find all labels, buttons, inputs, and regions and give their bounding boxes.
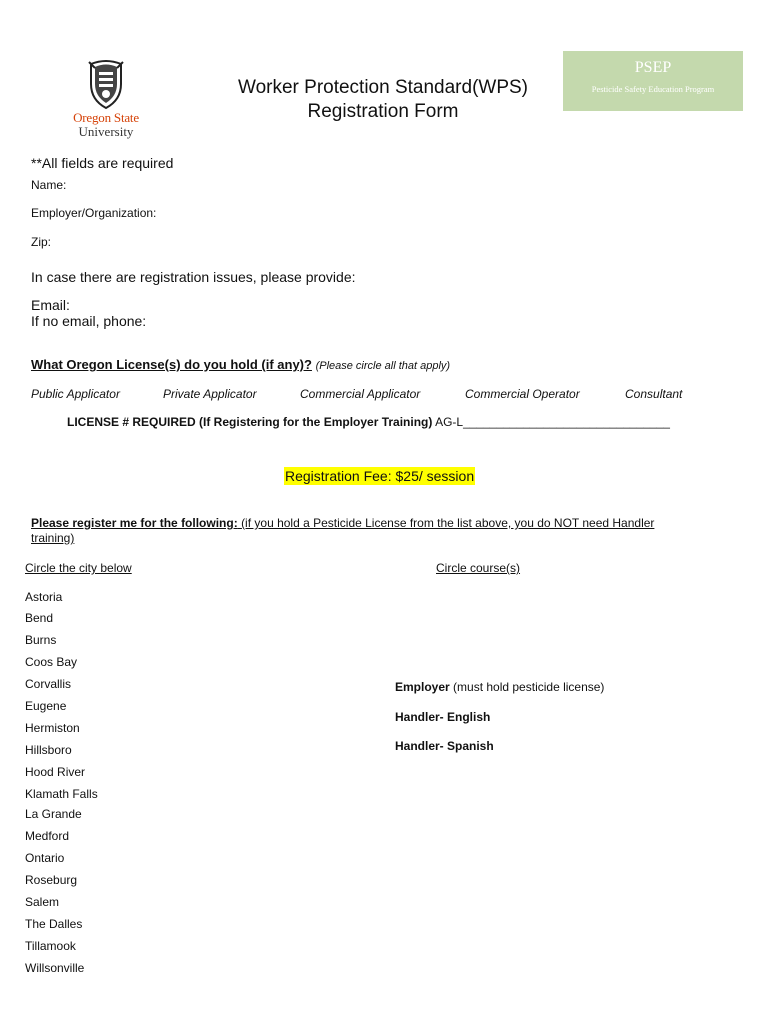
city-heading: Circle the city below — [25, 561, 132, 575]
license-question — [31, 357, 450, 372]
city-astoria[interactable]: Astoria — [25, 590, 63, 604]
course-handler-english-label: Handler- English — [395, 710, 491, 724]
form-title — [200, 76, 566, 124]
city-salem[interactable]: Salem — [25, 895, 60, 909]
city-roseburg[interactable]: Roseburg — [25, 873, 78, 887]
register-instructions — [31, 516, 701, 546]
osu-logo-line2: University — [78, 124, 134, 139]
city-willsonville[interactable]: Willsonville — [25, 961, 85, 975]
course-handler-spanish-label: Handler- Spanish — [395, 739, 494, 753]
license-type-public[interactable]: Public Applicator — [31, 387, 120, 401]
city-ontario[interactable]: Ontario — [25, 851, 65, 865]
license-number-field[interactable]: AG-L_______________________________ — [435, 415, 670, 429]
city-la-grande[interactable]: La Grande — [25, 807, 82, 821]
city-tillamook[interactable]: Tillamook — [25, 939, 76, 953]
city-hermiston[interactable]: Hermiston — [25, 721, 80, 735]
license-number-required — [67, 415, 670, 429]
form-title-line2: Registration Form — [307, 101, 459, 122]
license-type-private[interactable]: Private Applicator — [163, 387, 257, 401]
license-number-label: LICENSE # REQUIRED (If Registering for the Employer Training) — [67, 415, 433, 429]
city-bend[interactable]: Bend — [25, 611, 54, 625]
course-handler-english[interactable] — [395, 710, 490, 724]
course-handler-spanish[interactable] — [395, 739, 494, 753]
email-label: Email: — [31, 297, 70, 313]
phone-label: If no email, phone: — [31, 313, 147, 329]
license-type-commercial-operator[interactable]: Commercial Operator — [465, 387, 580, 401]
registration-fee: Registration Fee: $25/ session — [285, 468, 475, 484]
osu-shield-icon — [85, 58, 127, 110]
city-medford[interactable]: Medford — [25, 829, 70, 843]
employer-label: Employer/Organization: — [31, 206, 157, 220]
license-question-text: What Oregon License(s) do you hold (if any)? — [31, 357, 312, 372]
psep-subtitle: Pesticide Safety Education Program — [591, 84, 715, 94]
city-klamath-falls[interactable]: Klamath Falls — [25, 787, 98, 801]
osu-logo — [60, 58, 152, 142]
name-label: Name: — [31, 178, 67, 192]
course-employer-note: (must hold pesticide license) — [453, 680, 605, 694]
license-question-note: (Please circle all that apply) — [315, 360, 451, 372]
course-employer-name: Employer — [395, 680, 450, 694]
form-title-line1: Worker Protection Standard(WPS) — [237, 77, 529, 98]
course-heading: Circle course(s) — [436, 561, 521, 575]
city-hillsboro[interactable]: Hillsboro — [25, 743, 72, 757]
register-label: Please register me for the following: — [31, 516, 238, 530]
psep-logo — [563, 51, 743, 111]
city-burns[interactable]: Burns — [25, 633, 57, 647]
psep-title: PSEP — [634, 59, 672, 76]
course-employer[interactable] — [395, 680, 604, 694]
issues-text: In case there are registration issues, please provide: — [31, 269, 356, 285]
license-type-consultant[interactable]: Consultant — [625, 387, 683, 401]
register-note: (if you hold a Pesticide License from the list above, you do NOT need Handler training) — [31, 516, 655, 545]
city-coos-bay[interactable]: Coos Bay — [25, 655, 78, 669]
zip-label: Zip: — [31, 235, 52, 249]
required-note: **All fields are required — [31, 155, 174, 171]
license-type-commercial-applicator[interactable]: Commercial Applicator — [300, 387, 421, 401]
city-corvallis[interactable]: Corvallis — [25, 677, 72, 691]
city-eugene[interactable]: Eugene — [25, 699, 67, 713]
city-hood-river[interactable]: Hood River — [25, 765, 86, 779]
city-the-dalles[interactable]: The Dalles — [25, 917, 83, 931]
osu-logo-line1: Oregon State — [73, 110, 139, 125]
